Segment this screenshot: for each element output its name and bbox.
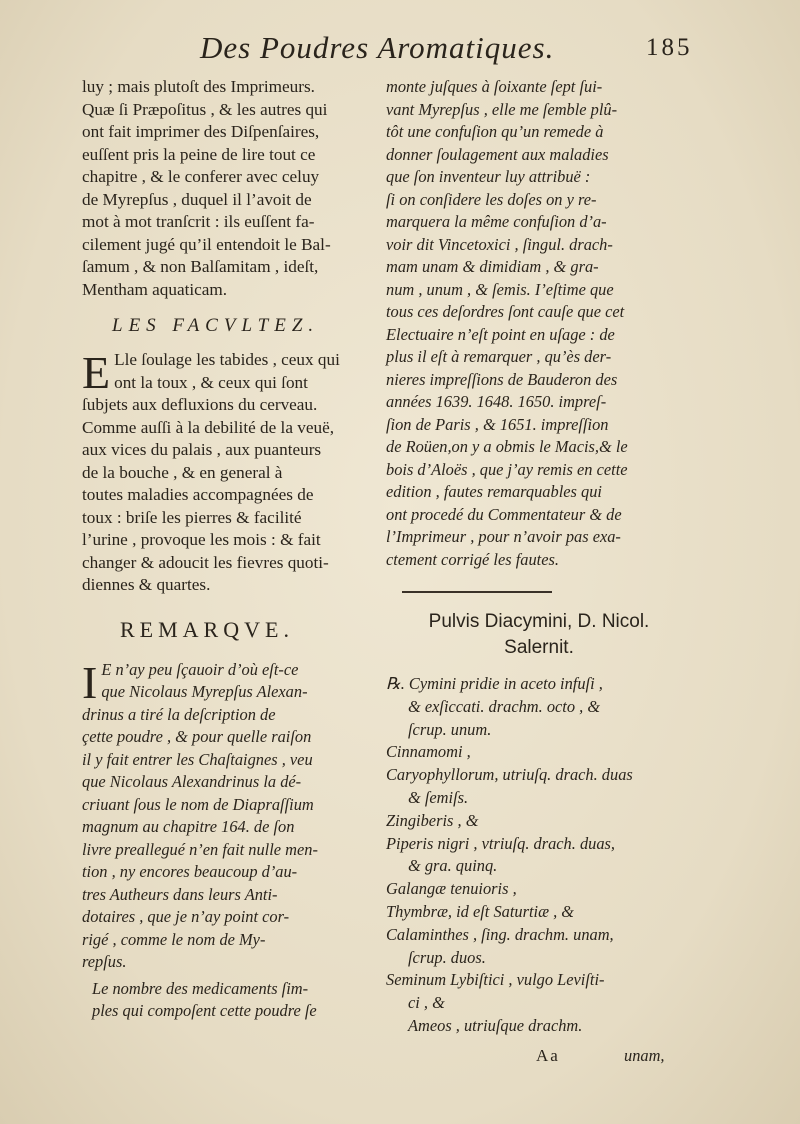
text-line: bois d’Aloës , que j’ay remis en cette	[386, 459, 628, 479]
recipe-line: Calaminthes , ſing. drachm. unam,	[386, 924, 614, 944]
text-line: il y fait entrer les Chaſtaignes , veu	[82, 749, 313, 769]
right-column	[386, 76, 692, 1038]
recipe-line: Thymbræ, id eſt Saturtiæ , &	[386, 901, 575, 921]
text-line: chapitre , & le conferer avec celuy	[82, 167, 320, 186]
recipe-line: & exſiccati. drachm. octo , &	[408, 696, 601, 716]
recipe-ingredient-list	[386, 673, 692, 1038]
section-rule	[402, 591, 552, 593]
catchword: unam,	[624, 1046, 665, 1065]
text-line: ples qui compoſent cette poudre ſe	[92, 1001, 317, 1020]
text-line: çette poudre , & pour quelle raiſon	[82, 727, 312, 746]
text-line: de la bouche , & en general à	[82, 462, 283, 482]
text-line: tous ces deſordres ſont cauſe que cet	[386, 302, 625, 321]
text-line: que Nicolaus Alexandrinus la dé-	[82, 772, 302, 791]
text-line: toutes maladies accompagnées de	[82, 485, 314, 504]
text-line: edition , fautes remarquables qui	[386, 482, 602, 501]
left-column	[82, 76, 374, 1023]
recipe-line: Zingiberis , &	[386, 810, 479, 830]
paragraph-nombre	[82, 978, 374, 1023]
text-line: num , unum , & ſemis. I’eſtime que	[386, 279, 614, 299]
text-line: marquera la même confuſion d’a-	[386, 212, 607, 231]
recipe-line: Galangæ tenuioris ,	[386, 879, 517, 899]
paragraph-intro	[82, 76, 374, 301]
recipe-line: ℞. Cymini pridie in aceto infuſi ,	[386, 674, 603, 693]
text-line: cilement jugé qu’il entendoit le Bal-	[82, 234, 331, 254]
text-line: monte juſques à ſoixante ſept ſui-	[386, 77, 603, 96]
text-line: rigé , comme le nom de My-	[82, 929, 266, 949]
text-line: tres Autheurs dans leurs Anti-	[82, 884, 278, 904]
text-line: nieres impreſſions de Bauderon des	[386, 369, 618, 389]
text-line: ont procedé du Commentateur & de	[386, 504, 622, 524]
text-line: Electuaire n’eſt point en uſage : de	[386, 324, 615, 344]
text-line: donner ſoulagement aux maladies	[386, 144, 609, 164]
signature-mark: Aa	[536, 1046, 560, 1065]
text-line: dotaires , que je n’ay point cor-	[82, 907, 290, 926]
recipe-line: Cinnamomi ,	[386, 742, 471, 762]
text-line: criuant ſous le nom de Diapraſſium	[82, 794, 314, 814]
text-line: ont fait imprimer des Diſpenſaires,	[82, 122, 320, 141]
text-line: ctement corrigé les fautes.	[386, 549, 559, 569]
text-line: Comme auſſi à la debilité de la veuë,	[82, 417, 334, 437]
recipe-title: Pulvis Diacymini, D. Nicol. Salernit.	[428, 611, 650, 658]
text-line: drinus a tiré la deſcription de	[82, 704, 276, 724]
paragraph-continuation	[386, 76, 692, 571]
text-line: euſſent pris la peine de lire tout ce	[82, 144, 316, 164]
text-line: changer & adoucit les fievres quoti-	[82, 552, 329, 572]
text-line: Quæ ſi Præpoſitus , & les autres qui	[82, 99, 328, 119]
text-line: Le nombre des medicaments ſim-	[92, 978, 309, 998]
text-line: Mentham aquaticam.	[82, 279, 228, 299]
recipe-line: & ſemiſs.	[408, 787, 469, 807]
recipe-line: & gra. quinq.	[408, 856, 498, 876]
text-line: toux : briſe les pierres & facilité	[82, 507, 302, 527]
text-line: de Roüen,on y a obmis le Macis,& le	[386, 437, 628, 456]
text-line: vant Myrepſus , elle me ſemble plû-	[386, 99, 618, 119]
recipe-line: Ameos , utriuſque drachm.	[408, 1015, 583, 1035]
running-title: Des Poudres Aromatiques.	[200, 30, 555, 65]
paragraph-facultez	[82, 349, 374, 597]
recipe-line: Seminum Lybiſtici , vulgo Leviſti-	[386, 970, 605, 990]
text-line: que ſon inventeur luy attribuë :	[386, 167, 591, 186]
text-line: magnum au chapitre 164. de ſon	[82, 817, 295, 836]
text-line: mot à mot tranſcrit : ils euſſent fa-	[82, 212, 315, 231]
text-line: tôt une confuſion qu’un remede à	[386, 122, 604, 141]
paragraph-remarque	[82, 656, 374, 974]
recipe-line: Caryophyllorum, utriuſq. drach. duas	[386, 765, 633, 785]
page-header	[0, 30, 800, 74]
text-line: tion , ny encores beaucoup d’au-	[82, 862, 298, 881]
text-line: repſus.	[82, 952, 127, 971]
recipe-line: ſcrup. duos.	[408, 947, 486, 967]
text-line: l’urine , provoque les mois : & fait	[82, 530, 321, 549]
text-line: années 1639. 1648. 1650. impreſ-	[386, 392, 607, 411]
heading-facultez: LES FACVLTEZ.	[112, 315, 320, 336]
recipe-line: ci , &	[408, 993, 445, 1013]
page-number: 185	[646, 34, 693, 61]
text-line: diennes & quartes.	[82, 575, 211, 594]
text-line: ſubjets aux defluxions du cerveau.	[82, 395, 318, 414]
dropcap-i: I	[82, 656, 98, 708]
text-line: aux vices du palais , aux puanteurs	[82, 440, 322, 459]
text-line: livre preallegué n’en fait nulle men-	[82, 839, 318, 859]
text-line: mam unam & dimidiam , & gra-	[386, 257, 599, 276]
recipe-line: Piperis nigri , vtriuſq. drach. duas,	[386, 833, 616, 853]
text-line: l’Imprimeur , pour n’avoir pas exa-	[386, 527, 621, 546]
recipe-line: ſcrup. unum.	[408, 719, 492, 739]
text-line: ont la toux , & ceux qui ſont	[114, 372, 308, 392]
text-line: ſion de Paris , & 1651. impreſſion	[386, 414, 609, 434]
dropcap-e: E	[82, 347, 111, 398]
text-line: plus il eſt à remarquer , qu’ès der-	[386, 347, 612, 366]
text-line: que Nicolaus Myrepſus Alexan-	[101, 682, 308, 701]
text-line: de Myrepſus , duquel il l’avoit de	[82, 189, 312, 209]
text-line: Lle ſoulage les tabides , ceux qui	[114, 350, 340, 369]
heading-remarque: REMARQVE.	[120, 616, 294, 642]
text-line: ſamum , & non Balſamitam , ideſt,	[82, 257, 319, 276]
text-line: E n’ay peu ſçauoir d’où eſt-ce	[101, 659, 299, 679]
text-line: ſi on conſidere les doſes on y re-	[386, 189, 597, 209]
text-line: luy ; mais plutoſt des Imprimeurs.	[82, 77, 315, 96]
text-line: voir dit Vincetoxici , ſingul. drach-	[386, 234, 613, 254]
